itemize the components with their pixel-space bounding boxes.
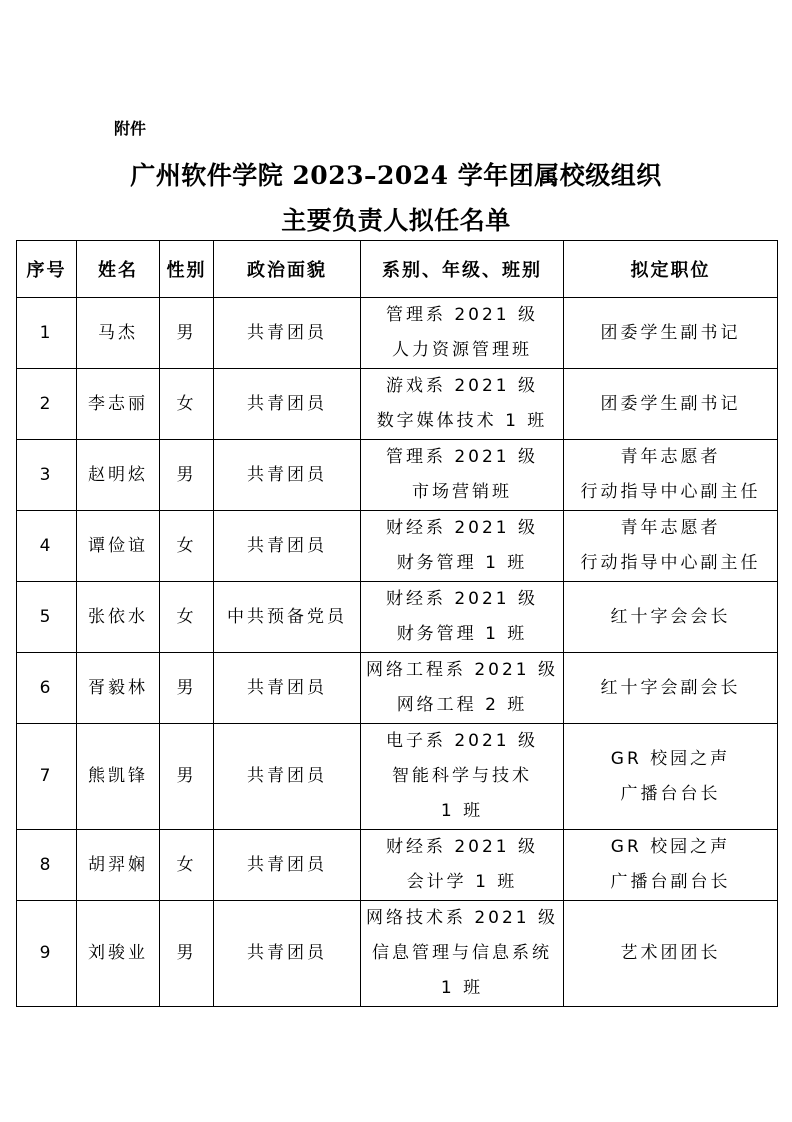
cell-gender: 女	[160, 369, 214, 440]
cell-gender: 男	[160, 653, 214, 724]
document-title-line-1: 广州软件学院 2023–2024 学年团属校级组织	[130, 161, 662, 190]
header-political-status: 政治面貌	[214, 241, 361, 298]
cell-position-line: GR 校园之声	[610, 748, 731, 769]
cell-gender: 男	[160, 298, 214, 369]
cell-department	[361, 511, 564, 582]
cell-department-line: 会计学 1 班	[406, 872, 518, 892]
document-title-line-2: 主要负责人拟任名单	[281, 206, 511, 235]
cell-name: 李志丽	[77, 369, 160, 440]
cell-position-line: 青年志愿者	[620, 447, 721, 467]
cell-department	[361, 369, 564, 440]
cell-name: 赵明炫	[77, 440, 160, 511]
cell-name: 刘骏业	[77, 901, 160, 1007]
cell-department-line: 1 班	[440, 978, 484, 998]
cell-position-line: 广播台台长	[620, 783, 721, 804]
cell-political-status: 共青团员	[214, 901, 361, 1007]
cell-department-line: 财务管理 1 班	[396, 624, 528, 644]
cell-gender: 男	[160, 901, 214, 1007]
cell-political-status: 共青团员	[214, 369, 361, 440]
cell-no: 8	[17, 830, 77, 901]
cell-department-line: 财务管理 1 班	[396, 553, 528, 573]
header-gender: 性别	[160, 241, 214, 298]
cell-gender: 男	[160, 724, 214, 830]
cell-department-line: 市场营销班	[412, 482, 512, 502]
cell-position	[564, 298, 778, 369]
cell-political-status: 共青团员	[214, 440, 361, 511]
table-row	[17, 724, 778, 830]
cell-gender: 女	[160, 582, 214, 653]
cell-gender: 女	[160, 830, 214, 901]
cell-name: 谭俭谊	[77, 511, 160, 582]
cell-political-status: 共青团员	[214, 298, 361, 369]
cell-political-status: 共青团员	[214, 511, 361, 582]
cell-name: 张依水	[77, 582, 160, 653]
cell-gender: 男	[160, 440, 214, 511]
cell-position	[564, 724, 778, 830]
cell-no: 7	[17, 724, 77, 830]
cell-name: 胥毅林	[77, 653, 160, 724]
cell-gender: 女	[160, 511, 214, 582]
cell-department-line: 信息管理与信息系统	[372, 943, 552, 963]
cell-name: 马杰	[77, 298, 160, 369]
cell-department	[361, 724, 564, 830]
cell-department-line: 管理系 2021 级	[385, 305, 539, 325]
table-row	[17, 511, 778, 582]
table-row	[17, 830, 778, 901]
cell-no: 3	[17, 440, 77, 511]
cell-position	[564, 653, 778, 724]
cell-name: 熊凯锋	[77, 724, 160, 830]
cell-name: 胡羿娴	[77, 830, 160, 901]
cell-department	[361, 298, 564, 369]
cell-department-line: 网络工程 2 班	[396, 695, 528, 715]
cell-position-line: GR 校园之声	[610, 837, 731, 857]
cell-position	[564, 369, 778, 440]
cell-position-line: 团委学生副书记	[600, 322, 741, 343]
cell-department-line: 游戏系 2021 级	[385, 376, 539, 396]
table-row	[17, 653, 778, 724]
cell-position	[564, 440, 778, 511]
table-row	[17, 901, 778, 1007]
cell-position-line: 行动指导中心副主任	[580, 482, 761, 502]
cell-position	[564, 511, 778, 582]
cell-political-status: 共青团员	[214, 653, 361, 724]
cell-political-status: 共青团员	[214, 830, 361, 901]
cell-position-line: 团委学生副书记	[600, 393, 741, 414]
cell-department-line: 财经系 2021 级	[385, 518, 539, 538]
table-row	[17, 369, 778, 440]
header-no: 序号	[17, 241, 77, 298]
cell-department	[361, 830, 564, 901]
cell-political-status: 共青团员	[214, 724, 361, 830]
cell-political-status: 中共预备党员	[214, 582, 361, 653]
header-position: 拟定职位	[564, 241, 778, 298]
attachment-label: 附件	[114, 119, 147, 138]
cell-position-line: 行动指导中心副主任	[580, 553, 761, 573]
cell-department-line: 1 班	[440, 801, 484, 821]
cell-department	[361, 440, 564, 511]
table-row	[17, 440, 778, 511]
cell-department-line: 数字媒体技术 1 班	[376, 411, 548, 431]
cell-department-line: 财经系 2021 级	[385, 589, 539, 609]
cell-no: 2	[17, 369, 77, 440]
cell-no: 1	[17, 298, 77, 369]
header-name: 姓名	[77, 241, 160, 298]
cell-department	[361, 582, 564, 653]
cell-department-line: 网络技术系 2021 级	[365, 908, 559, 928]
cell-no: 5	[17, 582, 77, 653]
cell-department-line: 人力资源管理班	[392, 340, 532, 360]
cell-department-line: 管理系 2021 级	[385, 447, 539, 467]
cell-no: 9	[17, 901, 77, 1007]
cell-department	[361, 653, 564, 724]
cell-position-line: 艺术团团长	[620, 943, 721, 963]
cell-position-line: 广播台副台长	[610, 872, 731, 892]
cell-position-line: 红十字会会长	[610, 606, 731, 627]
table-row	[17, 582, 778, 653]
cell-department-line: 财经系 2021 级	[385, 837, 539, 857]
table-row	[17, 298, 778, 369]
cell-position	[564, 901, 778, 1007]
cell-position-line: 青年志愿者	[620, 518, 721, 538]
cell-department-line: 网络工程系 2021 级	[365, 660, 559, 680]
cell-position	[564, 830, 778, 901]
cell-department-line: 电子系 2021 级	[385, 731, 539, 751]
cell-no: 6	[17, 653, 77, 724]
cell-no: 4	[17, 511, 77, 582]
cell-position	[564, 582, 778, 653]
cell-department-line: 智能科学与技术	[392, 766, 532, 786]
table-header-row	[17, 241, 778, 298]
cell-department	[361, 901, 564, 1007]
cell-position-line: 红十字会副会长	[600, 677, 741, 698]
header-department: 系别、年级、班别	[361, 241, 564, 298]
appointment-table	[16, 240, 778, 1007]
